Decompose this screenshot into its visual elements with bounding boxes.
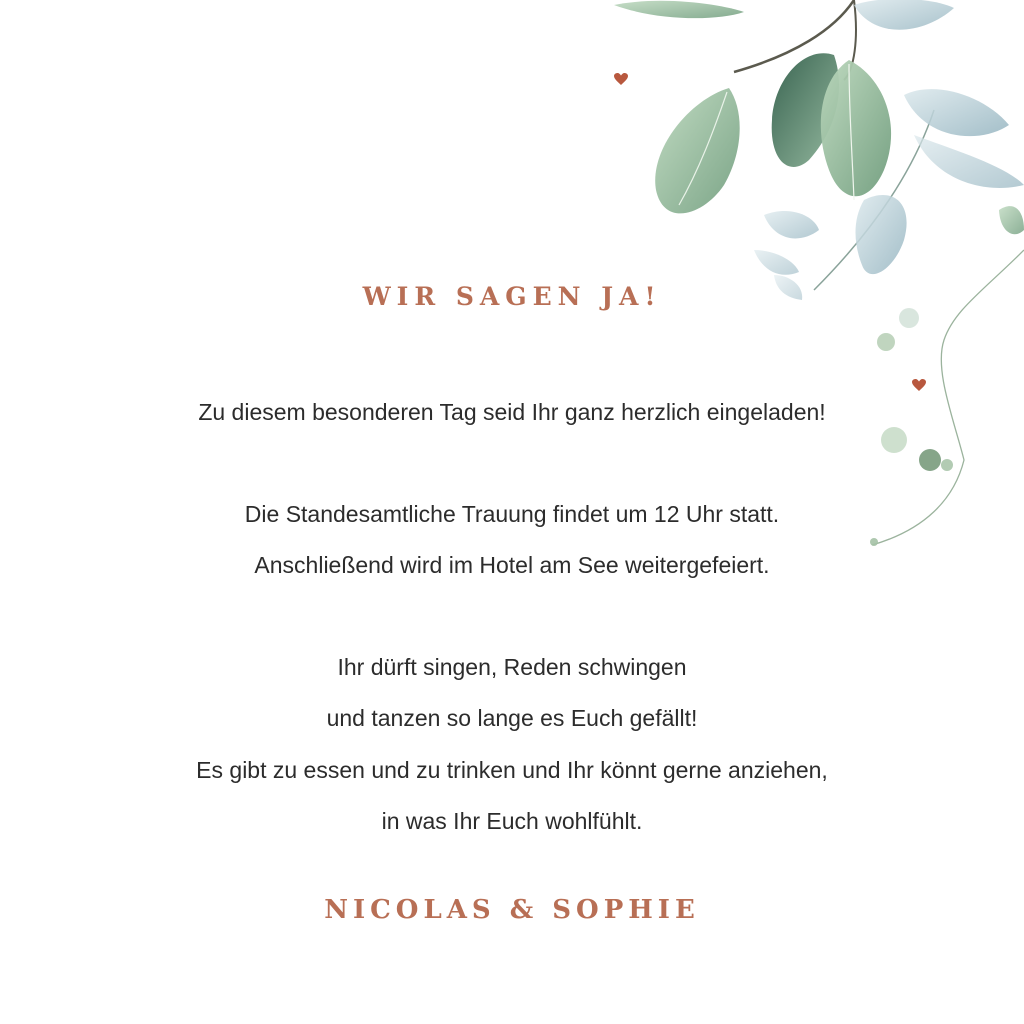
invitation-text-line: und tanzen so lange es Euch gefällt! [326,705,698,731]
heart-icon [912,379,926,391]
couple-names: NICOLAS & SOPHIE [324,895,700,925]
heart-icon [614,73,628,85]
invitation-text-line: Zu diesem besonderen Tag seid Ihr ganz herzlich eingeladen! [198,399,826,425]
invitation-text-line: Es gibt zu essen und zu trinken und Ihr könnt gerne anziehen, [196,757,828,783]
invitation-heading: WIR SAGEN JA! [362,282,662,311]
invitation-text-line: Die Standesamtliche Trauung findet um 12 Uhr statt. [244,501,780,527]
invitation-text-line: in was Ihr Euch wohlfühlt. [381,808,643,834]
invitation-text-line: Anschließend wird im Hotel am See weitergefeiert. [254,552,770,578]
invitation-text-line: Ihr dürft singen, Reden schwingen [337,654,687,680]
eucalyptus-foliage-illustration [604,0,1024,560]
